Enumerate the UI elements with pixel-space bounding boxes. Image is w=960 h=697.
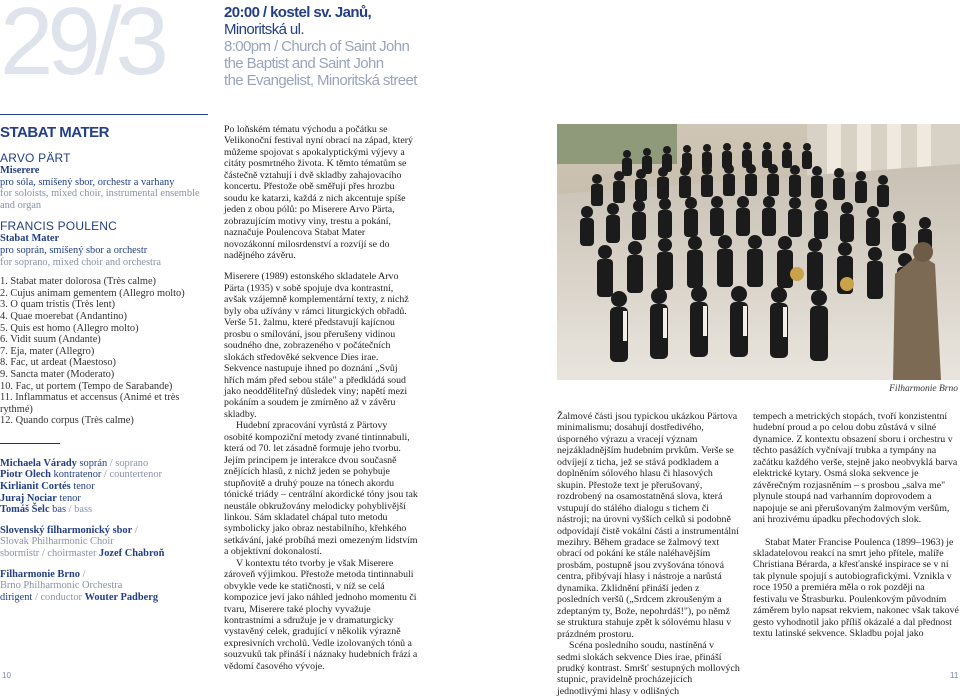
- performer-name: Kirlianit Cortés: [0, 481, 71, 493]
- essay-paragraph: Žalmové části jsou typickou ukázkou Pärtova minimalismu; dosahují dostředivého, úsporného výrazu a vracejí význam nejzákladnějším hudebním prvkům. Verše se odvíjejí z ticha, jež se stává podkladem a doplněním sólového hlasu či hlasových skupin. Přestože text je přerušovaný, rozdrobený na osamostatněná slova, která vstupují do stálého dialogu s tichem či nástroji; na úrovni vyšších celků si podobně odpovídají čistě vokální části a instrumentální mezihry. Během gradace se žalmový text obrací od pokání ke stále naléhavějším prosbám, postupně jsou zvyšována tónová centra, přibývají hlasy i nástroje a narůstá dynamika. Zklidnění přináší jeden z posledních veršů („Srdcem zkroušeným a zdeptaným ty, Bože, nepohrdáš!"), po němž se struktura stahuje zpět k sólovému hlasu v prázdném prostoru.: [557, 411, 739, 640]
- orchestra-name-en: Brno Philharmonic Orchestra: [0, 580, 123, 592]
- movement-item: 6. Vidit suum (Andante): [0, 334, 101, 346]
- concert-date: 29/3: [0, 0, 163, 95]
- performer: Tomáš Šelc bas / bass: [0, 504, 93, 516]
- movement-item: 10. Fac, ut portem (Tempo de Sarabande): [0, 380, 173, 392]
- performer: Piotr Olech kontratenor / countertenor: [0, 469, 163, 481]
- conductor-label-cz: dirigent: [0, 591, 33, 603]
- street-cz: Minoritská ul.: [224, 21, 304, 38]
- movement-item: 9. Sancta mater (Moderato): [0, 368, 115, 380]
- choir: Slovenský filharmonický sbor /: [0, 524, 138, 536]
- work-title: Stabat Mater: [0, 233, 60, 245]
- movement-item: 1. Stabat mater dolorosa (Très calme): [0, 276, 157, 288]
- movement-item: 7. Eja, mater (Allegro): [0, 345, 95, 357]
- event-time-venue-en-1: 8:00pm / Church of Saint John: [224, 38, 410, 55]
- work-scoring-cz: pro sóla, smíšený sbor, orchestr a varhany: [0, 176, 175, 188]
- performer-role-en: bass: [74, 504, 93, 516]
- performer-role: tenor: [59, 492, 81, 504]
- movement-item: 2. Cujus animam gementem (Allegro molto): [0, 287, 185, 299]
- movement-item: 5. Quis est homo (Allegro molto): [0, 322, 139, 334]
- movement-list: [0, 276, 214, 427]
- performer-role-cz: soprán: [79, 457, 108, 469]
- performer-name: Piotr Olech: [0, 469, 51, 481]
- photo-caption: Filharmonie Brno: [889, 384, 958, 394]
- program-heading: STABAT MATER: [0, 124, 109, 141]
- work-title: Miserere: [0, 165, 40, 176]
- choirmaster-label-en: choirmaster: [47, 548, 97, 560]
- essay-column-1: [224, 124, 418, 672]
- performer-name: Michaela Várady: [0, 457, 77, 469]
- conductor-label-en: conductor: [40, 591, 82, 603]
- performer-role-cz: bas: [52, 504, 67, 516]
- work-scoring-en: for soprano, mixed choir and orchestra: [0, 256, 161, 268]
- movement-item: 3. O quam tristis (Très lent): [0, 299, 116, 311]
- movement-item: 8. Fac, ut ardeat (Maestoso): [0, 357, 116, 369]
- time-venue-cz: 20:00 / kostel sv. Janů,: [224, 4, 372, 21]
- orchestra-photo-image: [557, 124, 960, 380]
- conductor: dirigent / conductor Wouter Padberg: [0, 591, 159, 603]
- essay-paragraph: Stabat Mater Francise Poulenca (1899–1963) je skladatelovou reakcí na smrt jeho přítele, malíře Christiana Bérarda, a křesťanské inspirace se v ní tak plynule spojují s autobiografickými. Vznikla v roce 1950 a premiéra měla o rok později na festivalu ve Štrasburku. Poulenkovým původním záměrem bylo napsat rekviem, nakonec však takové gesto vyhodnotil jako příliš okázalé a dal přednost textu latinské sekvence. Skladbu pojal jako: [753, 536, 959, 640]
- essay-column-2: [557, 411, 740, 697]
- page-number-left: 10: [2, 671, 11, 680]
- performer: Michaela Várady soprán / soprano: [0, 457, 149, 469]
- conductor-name: Wouter Padberg: [84, 591, 159, 603]
- performer-role-cz: kontratenor: [53, 469, 102, 481]
- event-time-venue-en-2: the Baptist and Saint John: [224, 55, 384, 72]
- choir-name-en: Slovak Philharmonic Choir: [0, 536, 114, 548]
- essay-paragraph: Scéna posledního soudu, nastíněná v sedmi slokách sekvence Dies irae, přináší prudký kontrast. Smršť sestupných mollových stupnic, pravidelně procházejících jednotlivými hlasy v odlišných: [557, 640, 740, 697]
- essay-paragraph: tempech a metrických stopách, tvoří konzistentní hudební proud a po celou dobu zůstává v silné dynamice. Z kontextu obsazení sboru i orchestru v těchto pasážích vyčnívají trubka a tympány na začátku každého verše, stejně jako neobvyklá barva elektrické kytary. Osmá sloka sekvence je závěrečným rozjasněním – s prosbou „salva me" plynule stoupá nad varhanním doprovodem a napojuje se ani přerušovaným žalmovým veršům, ani hrozivému úpadku přechodových slok.: [753, 411, 958, 526]
- event-time-venue-cz: [224, 4, 434, 38]
- header-divider: [0, 114, 208, 115]
- performer-role-en: countertenor: [109, 469, 163, 481]
- orchestra: Filharmonie Brno /: [0, 568, 86, 580]
- venue-en-3: the Evangelist,: [224, 72, 314, 89]
- movement-item: 4. Quae moerebat (Andantino): [0, 310, 127, 322]
- movement-item: 12. Quando corpus (Très calme): [0, 415, 134, 427]
- choir-name-cz: Slovenský filharmonický sbor: [0, 524, 133, 536]
- composer-name: ARVO PÄRT: [0, 151, 71, 165]
- orchestra-photo: [557, 124, 960, 380]
- orchestra-name-cz: Filharmonie Brno: [0, 568, 80, 580]
- choirmaster: sbormistr / choirmaster Jozef Chabroň: [0, 548, 165, 560]
- section-divider: [0, 443, 60, 444]
- performer-role-en: soprano: [115, 457, 149, 469]
- performer-name: Tomáš Šelc: [0, 504, 50, 516]
- work-scoring-en: for soloists, mixed choir, instrumental ensemble and organ: [0, 188, 200, 211]
- composer-name: FRANCIS POULENC: [0, 219, 118, 234]
- street-en: Minoritská street: [316, 72, 417, 89]
- event-time-venue-en-3: [224, 72, 434, 89]
- essay-intro: Po loňském tématu východu a počátku se Velikonoční festival nyní obrací na západ, který můžeme spojovat s apokalyptickými výjevy a citáty posmrtného života. K těmto tématům se částečně vztahují i dvě skladby zahajovacího koncertu. Přestože obě směřují přes hrozbu soudu ke katarzi, každá z nich akcentuje spíše jeden z obou pólů: po Miserere Arvo Pärta, zobrazujícím motivy viny, trestu a pokání, naznačuje Poulencova Stabat Mater novozákonní milosrdenství a rozvíjí se do nadějného závěru.: [224, 124, 413, 261]
- performer-role: tenor: [73, 481, 95, 493]
- performer-name: Juraj Nociar: [0, 492, 57, 504]
- essay-paragraph: V kontextu této tvorby je však Miserere zároveň výjimkou. Přestože metoda tintinnabuli obvykle vede ke statičnosti, v níž se celá kompozice jeví jako náhled jednoho momentu či tvaru, Miserere také plochy vyvažuje kontrastními a sdružuje je v dramaturgicky vystavěný celek, gradující v několik výrazně expresivních vrcholů. Vedle izolovaných tónů a souzvuků tak přináší i náznaky hudebních frází a vědomí časového vývoje.: [224, 557, 418, 672]
- program-column: [0, 124, 214, 603]
- performer: [0, 481, 214, 493]
- essay-paragraph: Miserere (1989) estonského skladatele Arvo Pärta (1935) v sobě spojuje dva kontrastní, avšak vzájemně komplementární texty, z nichž byly oba užívány v rámci liturgických obřadů. Verše 51. žalmu, které představují kajícnou prosbu o smilování, jsou přerušeny vidinou soudného dne, zobrazeného v počátečních slokách středověké sekvence Dies irae. Sekvence nastupuje ihned po doznání „Svůj hřích mám před sebou stále" a předkládá soud jako neodděliteľný důsledek viny; napětí mezi pokáním a soudem je zmírněno až v závěru skladby.: [224, 271, 409, 420]
- performer: [0, 493, 214, 505]
- performers-list: [0, 458, 214, 604]
- event-header: [224, 4, 434, 89]
- choirmaster-label-cz: sbormistr: [0, 548, 40, 560]
- essay-paragraph: Hudební zpracování vyrůstá z Pärtovy osobité kompoziční metody zvané tintinnabuli, která od 70. let zásadně formuje jeho tvorbu. Jejím principem je interakce dvou současně znějících hlasů, z nichž jeden se pohybuje stupňovitě a druhý pouze na tónech akordu tónické triády – centrální akordické tóny jsou tak neustále obkružovány melodicky pohyblivější linkou. Sám skladatel chápal tuto metodu symbolicky jako obraz nestabilního, křehkého setkávání, jaké probíhá mezi omezeným lidstvím a objektivní dokonalostí.: [224, 420, 418, 558]
- movement-item: 11. Inflammatus et accensus (Animé et très rythmé): [0, 392, 180, 415]
- work-scoring-cz: pro soprán, smíšený sbor a orchestr: [0, 244, 148, 256]
- page-number-right: 11: [950, 671, 959, 680]
- choirmaster-name: Jozef Chabroň: [99, 548, 165, 560]
- essay-column-3: [753, 411, 960, 640]
